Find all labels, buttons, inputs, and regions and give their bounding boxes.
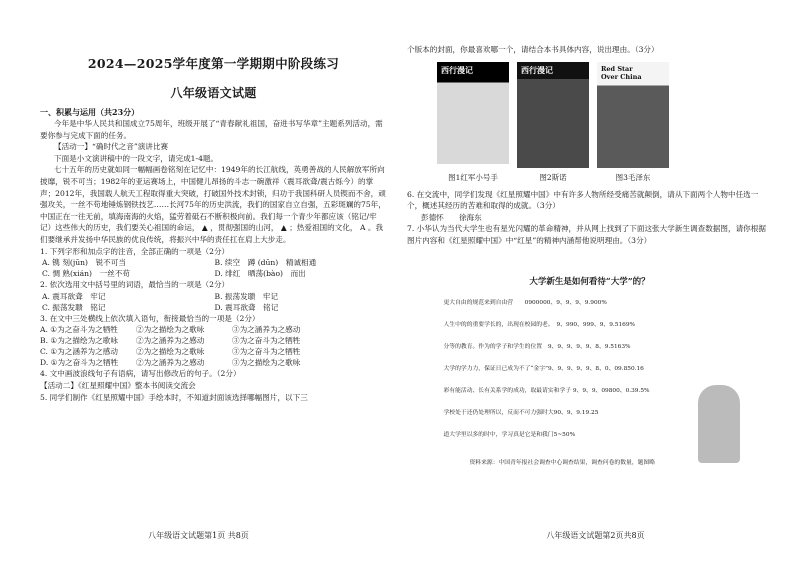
q1-options: [40, 257, 387, 279]
q2-option: A. 震耳欲聋 牢记: [42, 291, 106, 301]
exam-title: 2024—2025学年度第一学期期中阶段练习: [87, 56, 340, 71]
survey-row: 彩有能活动、长有关系学的成功，取最请实和学子 9、9、9、09800、0.39.5%: [443, 387, 650, 394]
blank-mark: ▲: [201, 223, 208, 233]
photo-caption: 图1红军小号手: [448, 172, 498, 182]
q2-option: B. 振荡发聩 牢记: [214, 291, 279, 301]
cover-photo-1: [437, 62, 509, 164]
q3-option-row: [40, 357, 387, 368]
survey-figure: [440, 293, 740, 471]
q3-option-row: [40, 346, 387, 357]
exam-subtitle: 八年级语文试题: [170, 86, 257, 100]
passage-body: 七十五年的历史就如同一幅幅画卷铭刻在记忆中：1949年的长江航线，英勇善战的人民解放军所向披靡，锐不可当；1982年的亚运赛场上，中国健儿昂扬的斗志一碗激祥（震耳欲聋/震古烁今）的掌声；2012年，我国载人航天工程取得重大突破，打破国外技术封锁，归功于我国科研人员锲而不舍，顽强攻关，一丝不苟地锤炼钢铁技艺……长河75年的历史洪流，我们的国家自立自强，五彩斑斓的75年，中国正在一往无前，填海南海的火焰，猛劳着砥石不断积极向前。我们每一个青少年都应该（铭记/牢记）这些伟大的历史，我们要关心祖国的命运，: [40, 165, 386, 233]
q1-option: A. 镌 刻(jūn) 锐不可当: [42, 258, 126, 268]
cover-photo-3: [597, 62, 669, 168]
q3-cell: ②为之描绘为之歌咏: [136, 325, 205, 335]
cover-photo-label: 西行漫记: [441, 64, 473, 75]
section-heading: 一、积累与运用（共23分）: [40, 107, 140, 117]
question-5-continued: 个版本的封面，你最喜欢哪一个，请结合本书具体内容，说出理由。（3分）: [407, 45, 659, 54]
intro-text: 今年是中华人民共和国成立75周年，班级开展了“青春献礼祖国，奋进书写华章”主题系列活动，需要你参与完成下面的任务。: [40, 119, 383, 140]
survey-row: 分等的教育。作为的学子和学生的位置 9、9、9、9、9、8、9.5163%: [443, 343, 631, 350]
question-4: 4. 文中画波浪线句子有语病，请写出修改后的句子。（2分）: [40, 369, 241, 379]
blank-mark: ▲: [280, 223, 287, 233]
photo-caption: 图3毛泽东: [615, 172, 651, 182]
question-1: 1. 下列字形和加点字的注音，全部正确的一项是（2分）: [40, 246, 230, 256]
q3-option-row: [40, 335, 387, 346]
q3-options: [40, 324, 387, 368]
survey-row: 大学的学力力，保证日已成为不了“金字”9、9、9、9、9、8、0、09.850.16: [443, 365, 644, 372]
q3-cell: ③为之奋斗为之牺牲: [232, 347, 301, 357]
passage: [40, 164, 387, 245]
survey-title: 大学新生是如何看待“大学”的？: [529, 276, 650, 287]
question-2: 2. 依次选用文中括号里的词语，最恰当的一项是（2分）: [40, 280, 230, 290]
q3-cell: ②为之涵养为之感动: [136, 358, 205, 368]
survey-row: 学校处于还仍处理所以，反而不可力强时大90、9、9.19.25: [443, 409, 599, 416]
q1-option: B. 续空 蹲 (dūn) 精诚相通: [214, 258, 317, 268]
q2-option: C. 振荡发聩 铭记: [42, 302, 106, 312]
survey-row: 道大学里以多的时中，学习真是它是和我门5~50%: [443, 431, 576, 438]
q3-cell: C. ①为之涵养为之感动: [40, 347, 118, 357]
activity-2-heading: 【活动二】《红星照耀中国》整本书阅读交流会: [40, 380, 196, 390]
survey-row: 人生中的的重要学长的，出现在校园的老。 9、990、999、9、9.5169%: [443, 321, 636, 328]
cover-photo-2: [517, 62, 589, 168]
blank-a: A: [359, 223, 366, 233]
photo-caption: 图2斯诺: [539, 172, 567, 182]
q3-cell: ③为之涵养为之感动: [232, 325, 301, 335]
photo-captions: [437, 172, 772, 183]
q1-option: C. 惆 熟(xián) 一丝不苟: [42, 269, 130, 279]
survey-source: 资料来源：中国青年报社会调查中心调查结果，调查问卷的数量，题图略: [469, 459, 656, 466]
survey-row: 更大自由的规范来到自由营 0900000、9、9、9、9.900%: [443, 299, 607, 306]
passage-end: 。我们要继承并发扬中华民族的优良传统，将振兴中华的责任扛在肩上大步走。: [40, 223, 384, 244]
q6-names: 彭德怀 徐海东: [421, 212, 482, 222]
q3-cell: ②为之涵养为之感动: [136, 336, 205, 346]
q3-cell: D. ①为之奋斗为之牺牲: [40, 358, 119, 368]
page-1-footer: 八年级语文试题第1页 共8页: [148, 531, 249, 540]
q2-option: D. 震耳欲聋 铭记: [214, 302, 279, 312]
activity-1-heading: 【活动一】“确时代之音”演讲比赛: [54, 142, 169, 152]
q3-cell: ③为之描绘为之歌咏: [232, 358, 301, 368]
q3-cell: B. ①为之描绘为之歌咏: [40, 336, 118, 346]
page-2-footer: 八年级语文试题第2页共8页: [546, 531, 645, 540]
passage-tail-1: ，贯彻强国的山河，: [210, 223, 279, 233]
q2-options: [40, 291, 387, 313]
q1-option: D. 绯红 晒荡(bào) 而出: [214, 269, 306, 279]
q3-cell: ③为之奋斗为之牺牲: [232, 336, 301, 346]
question-6: 6. 在交流中，同学们发现《红星照耀中国》中有许多人物所经受痛苦就颠倒，请从下面两个人物中任选一个，概述其经历的苦难和取得的成就。（3分）: [407, 189, 759, 211]
cover-photo-label: Red Star Over China: [601, 64, 642, 81]
page-2: [397, 0, 794, 561]
question-7: 7. 小华认为当代大学生也有星光闪耀的革命精神，并从网上找到了下面这张大学新生调查数据图，请你根据图片内容和《红星照耀中国》中“红星”的精神内涵帮他说明理由。（3分）: [407, 224, 766, 245]
q3-cell: ②为之描绘为之歌咏: [136, 347, 205, 357]
cover-photos: [437, 62, 772, 168]
cover-photo-label: 西行漫记: [521, 64, 553, 75]
question-3: 3. 在文中三处横线上依次填入语句，衔接最恰当的一项是（2分）: [40, 313, 260, 323]
q3-cell: A. ①为之奋斗为之牺牲: [40, 325, 118, 335]
student-illustration: [698, 385, 740, 463]
activity-1-desc: 下面是小文演讲稿中的一段文字，请完成1-4题。: [54, 153, 219, 163]
q3-option-row: [40, 324, 387, 335]
question-5: 5. 同学们制作《红星照耀中国》手绘本时，不知道封面该选择哪幅图片，以下三: [40, 392, 308, 402]
passage-tail-2: ；热爱祖国的文化，: [289, 223, 358, 233]
